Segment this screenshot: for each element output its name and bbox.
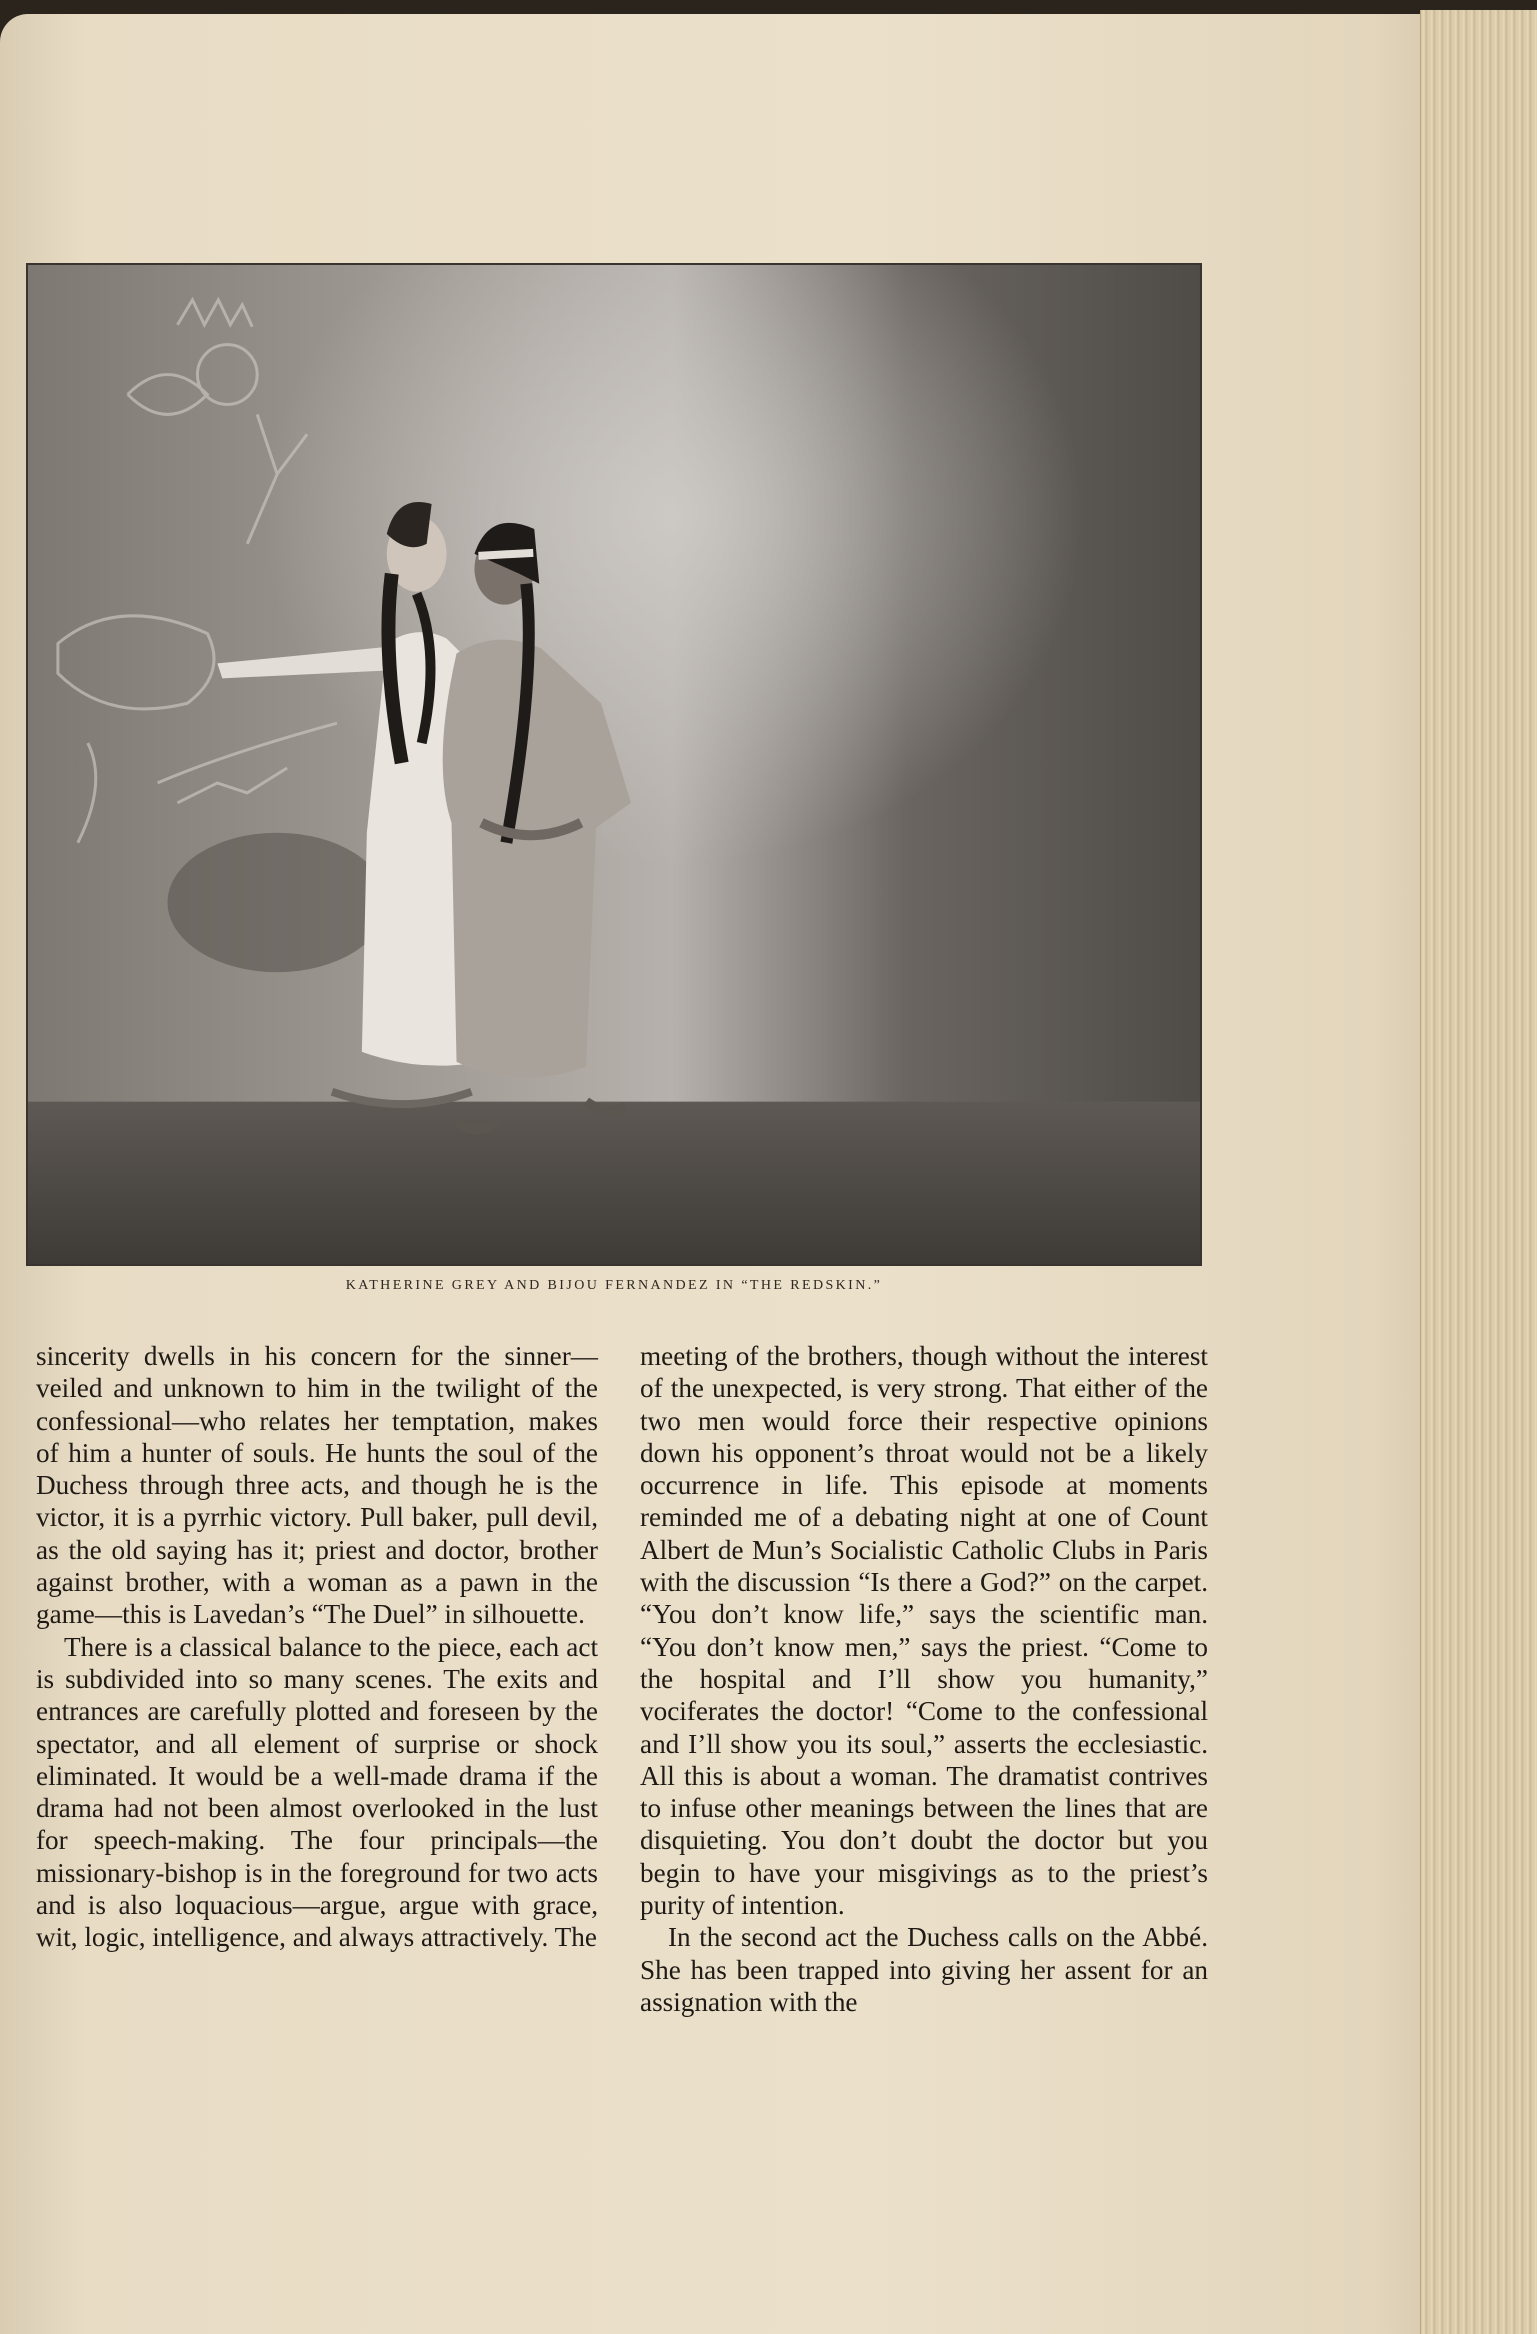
bleed-through-header xyxy=(290,180,950,210)
paragraph: meeting of the brothers, though without the interest of the unexpected, is very strong. That either of the two men would force their respective opinions down his opponent’s throat would not be a likely occurrence in life. This episode at moments reminded me of a debating night at one of Count Albert de Mun’s Socialistic Catholic Clubs in Paris with the discussion “Is there a God?” on the carpet. “You don’t know life,” says the scientific man. “You don’t know men,” says the priest. “Come to the hospital and I’ll show you humanity,” vociferates the doctor! “Come to the confessional and I’ll show you its soul,” asserts the ecclesiastic. All this is about a woman. The dramatist contrives to infuse other meanings between the lines that are disquieting. You don’t doubt the doctor but you begin to have your misgivings as to the priest’s purity of intention. xyxy=(640,1341,1208,1921)
text-column-right xyxy=(640,1340,1208,2018)
stage-photograph xyxy=(26,263,1202,1266)
figure-caption: KATHERINE GREY AND BIJOU FERNANDEZ IN “THE REDSKIN.” xyxy=(345,1278,883,1293)
photo-illustration xyxy=(28,265,1200,1264)
paragraph: There is a classical balance to the piece, each act is subdivided into so many scenes. The exits and entrances are carefully plotted and foreseen by the spectator, and all element of surprise or shock eliminated. It would be a well-made drama if the drama had not been almost overlooked in the lust for speech-making. The four principals—the missionary-bishop is in the foreground for two acts and is also loquacious—argue, argue with grace, wit, logic, intelligence, and always attractively. The xyxy=(36,1631,598,1953)
page-stack-edge xyxy=(1420,10,1537,2334)
paragraph: sincerity dwells in his concern for the sinner—veiled and unknown to him in the twilight of the confessional—who relates her temptation, makes of him a hunter of souls. He hunts the soul of the Duchess through three acts, and though he is the victor, it is a pyrrhic victory. Pull baker, pull devil, as the old saying has it; priest and doctor, brother against brother, with a woman as a pawn in the game—this is Lavedan’s “The Duel” in silhouette. xyxy=(36,1341,598,1630)
text-column-left xyxy=(36,1340,598,1954)
paragraph: In the second act the Duchess calls on the Abbé. She has been trapped into giving her assent for an assignation with the xyxy=(640,1922,1208,2017)
